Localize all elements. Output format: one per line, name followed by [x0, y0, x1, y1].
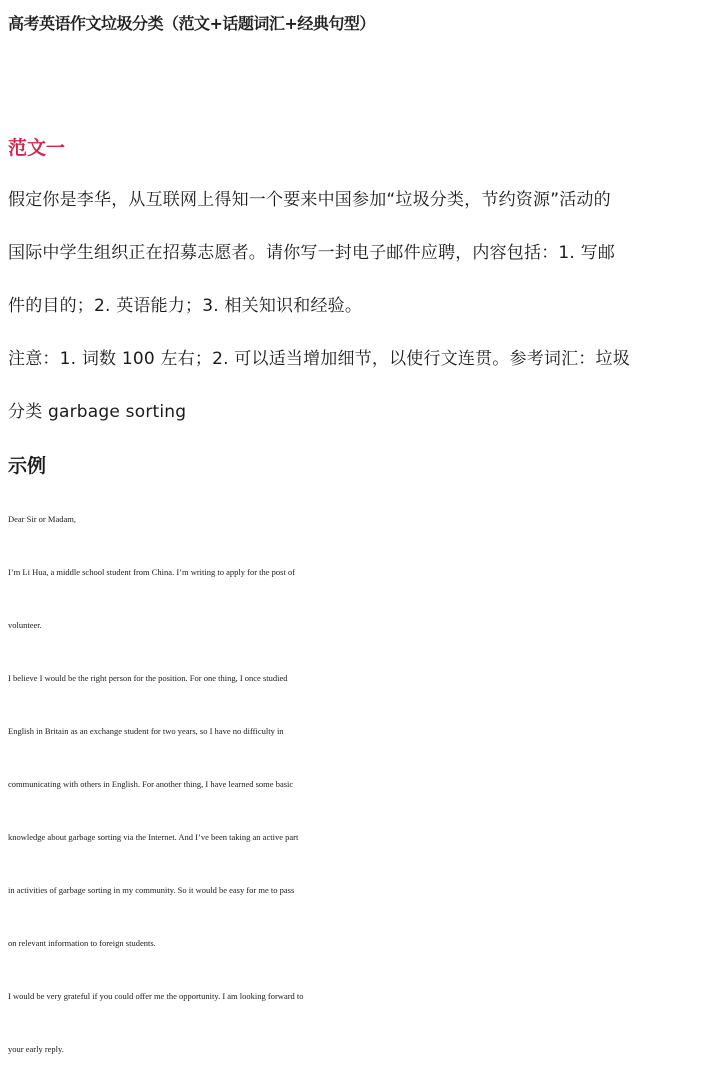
- note-line: 注意：1. 词数 100 左右；2. 可以适当增加细节，以使行文连贯。参考词汇：垃圾: [8, 349, 630, 369]
- article-title: 高考英语作文垃圾分类（范文+话题词汇+经典句型）: [8, 14, 375, 33]
- greeting-line: Dear Sir or Madam,: [8, 514, 76, 524]
- letter-paragraph-2: [8, 652, 720, 970]
- paragraph-line: communicating with others in English. For another thing, I have learned some basic: [8, 779, 294, 789]
- paragraph-line: I believe I would be the right person for the position. For one thing, I once studied: [8, 673, 288, 683]
- paragraph-line: I’m Li Hua, a middle school student from China. I’m writing to apply for the post of: [8, 567, 296, 577]
- paragraph-line: I would be very grateful if you could offer me the opportunity. I am looking forward to: [8, 991, 304, 1001]
- paragraph-line: in activities of garbage sorting in my community. So it would be easy for me to pass: [8, 885, 295, 895]
- prompt-line: 假定你是李华，从互联网上得知一个要来中国参加“垃圾分类，节约资源”活动的: [8, 190, 611, 210]
- section-heading-example: 示例: [8, 455, 47, 477]
- letter-paragraph-3: [8, 970, 720, 1076]
- prompt-line: 国际中学生组织正在招募志愿者。请你写一封电子邮件应聘，内容包括：1. 写邮: [8, 243, 616, 263]
- prompt-line: 件的目的；2. 英语能力；3. 相关知识和经验。: [8, 296, 363, 316]
- paragraph-line: knowledge about garbage sorting via the Internet. And I’ve been taking an active part: [8, 832, 299, 842]
- paragraph-line: on relevant information to foreign students.: [8, 938, 156, 948]
- paragraph-line: volunteer.: [8, 620, 42, 630]
- paragraph-line: English in Britain as an exchange student for two years, so I have no difficulty in: [8, 726, 284, 736]
- letter-paragraph-1: [8, 546, 720, 652]
- paragraph-line: your early reply.: [8, 1044, 64, 1054]
- section-heading-model-essay-1: 范文一: [8, 137, 66, 159]
- letter-greeting: [8, 493, 720, 546]
- essay-prompt: [8, 174, 718, 333]
- note-line: 分类 garbage sorting: [8, 402, 187, 422]
- essay-note: [8, 333, 718, 439]
